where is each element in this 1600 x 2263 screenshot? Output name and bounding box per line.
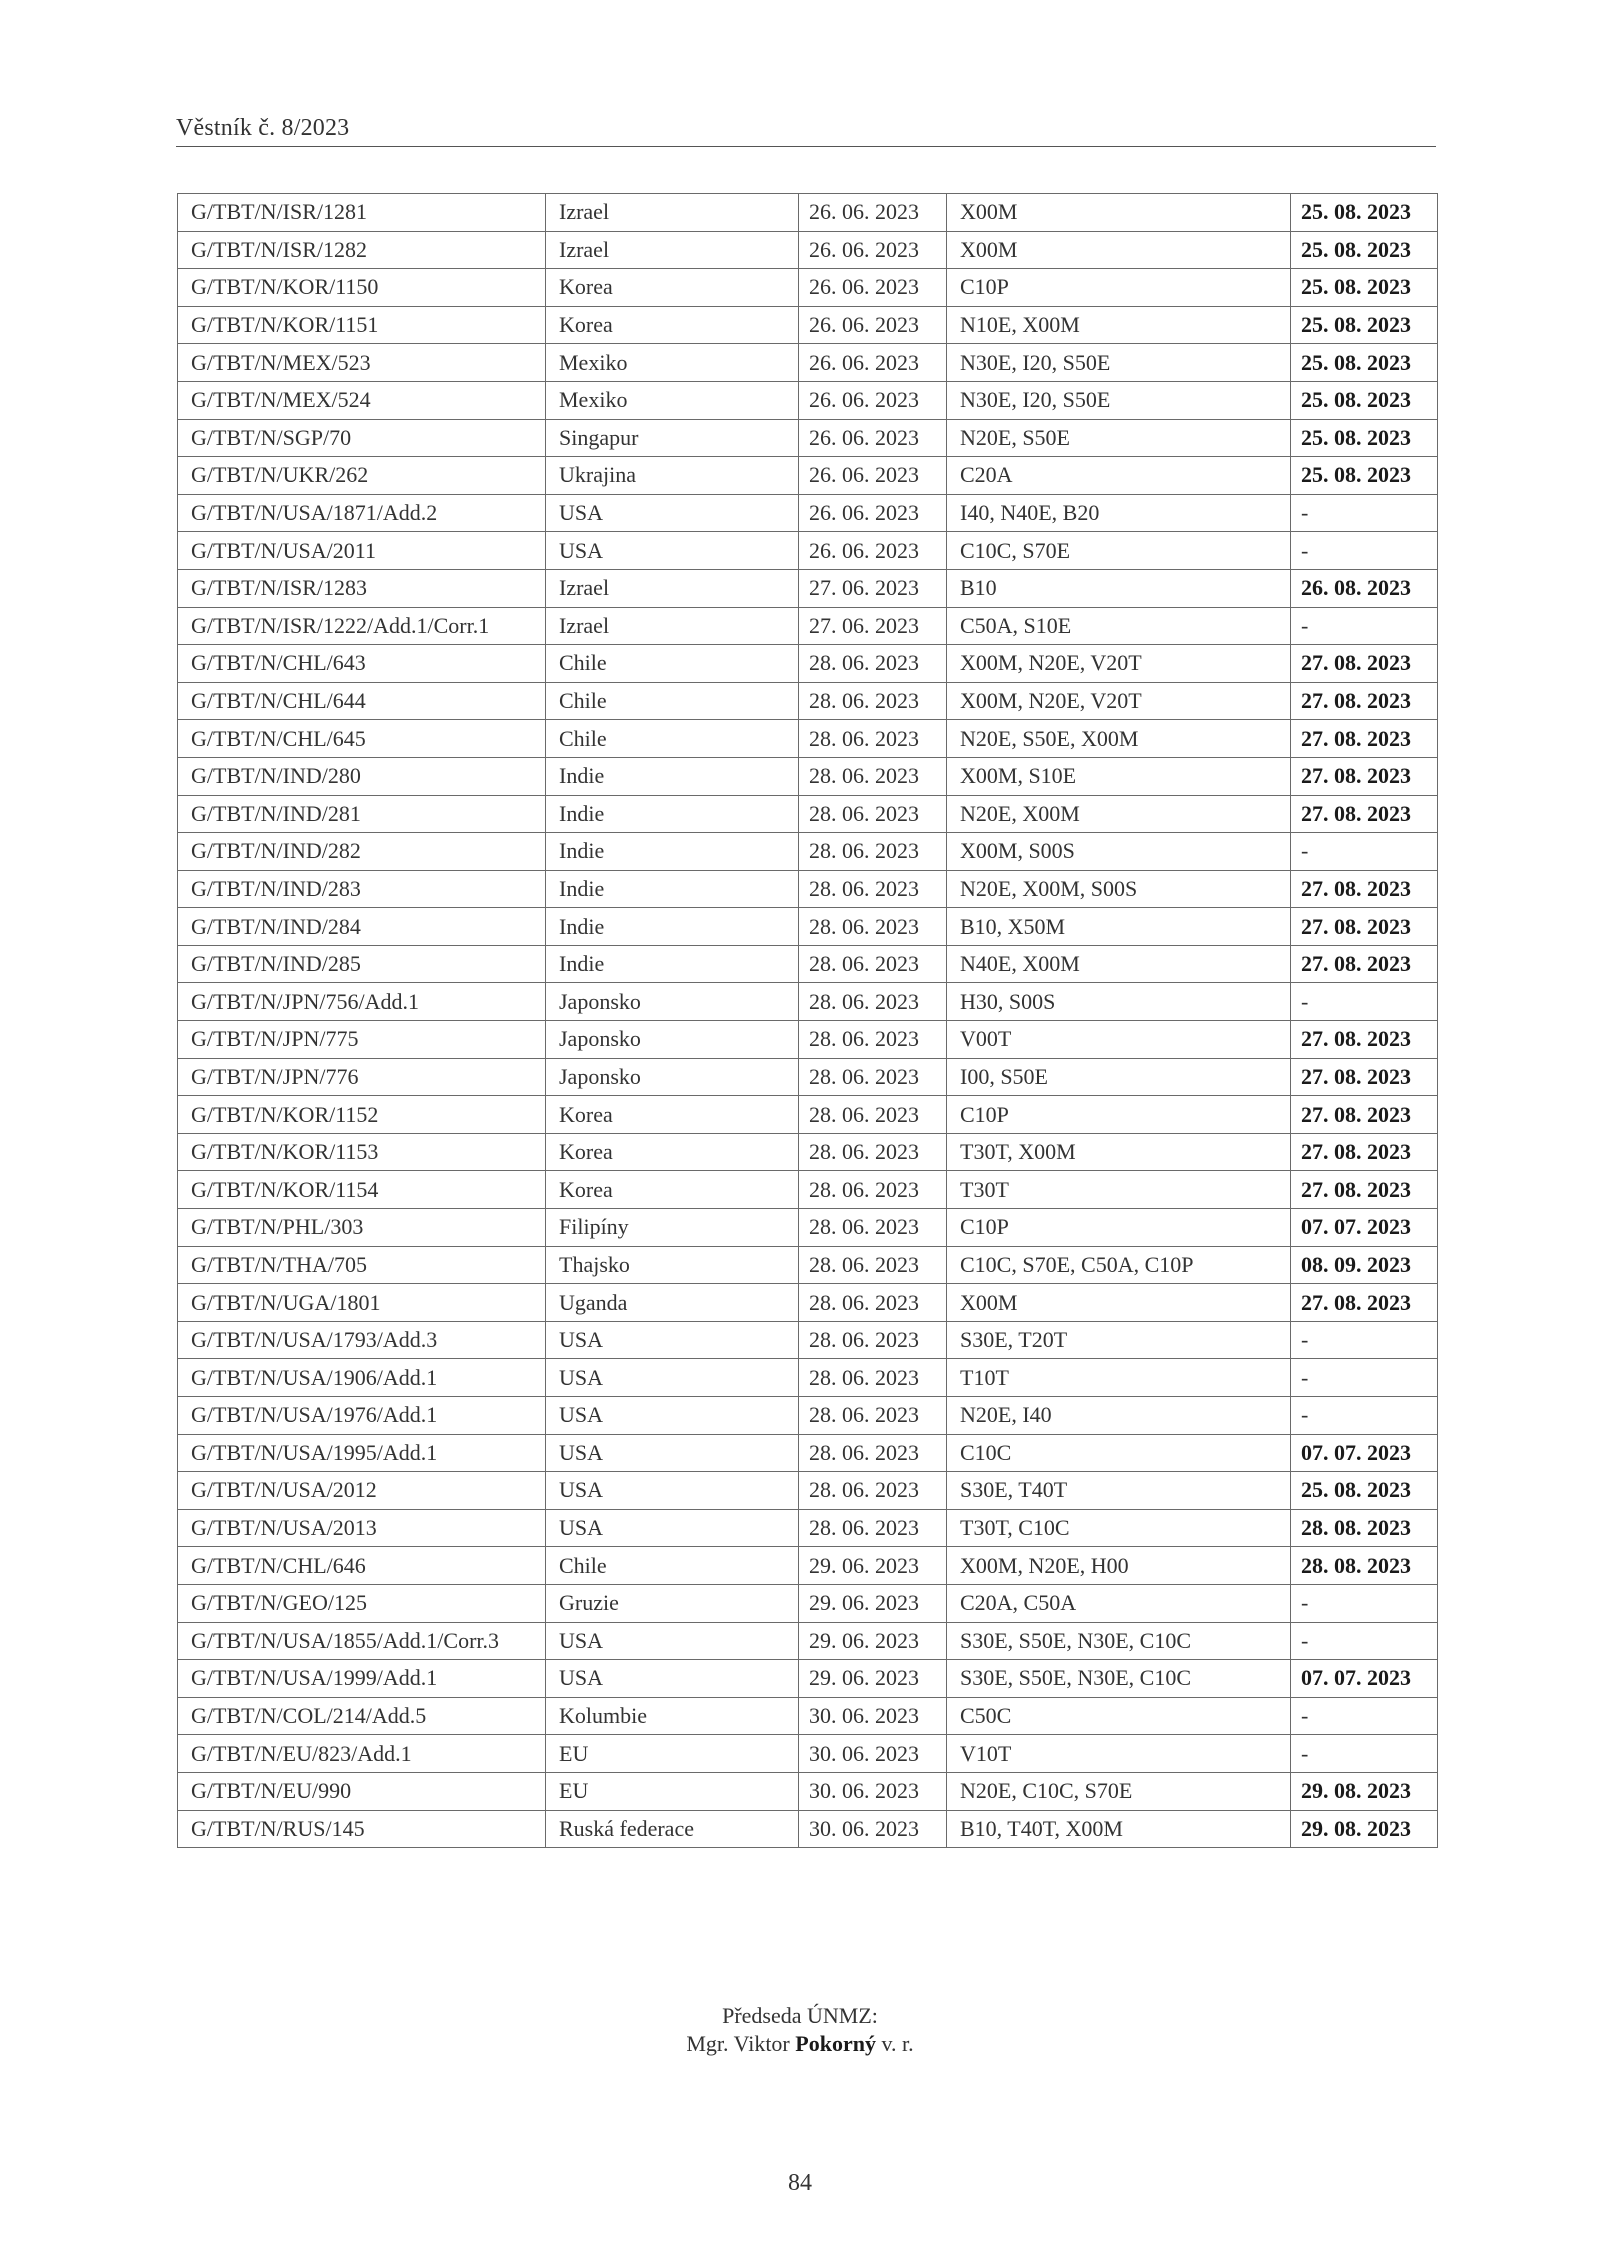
classification-cell: X00M, S10E	[947, 757, 1291, 795]
country-cell: Japonsko	[546, 1021, 799, 1059]
table-row	[178, 720, 1438, 758]
classification-cell: S30E, S50E, N30E, C10C	[947, 1660, 1291, 1698]
deadline-cell: 27. 08. 2023	[1291, 908, 1438, 946]
date-cell: 28. 06. 2023	[799, 1021, 947, 1059]
notification-code-cell: G/TBT/N/CHL/645	[178, 720, 546, 758]
date-cell: 26. 06. 2023	[799, 231, 947, 269]
table-row	[178, 381, 1438, 419]
classification-cell: C10C	[947, 1434, 1291, 1472]
date-cell: 29. 06. 2023	[799, 1660, 947, 1698]
notification-code-cell: G/TBT/N/IND/281	[178, 795, 546, 833]
table-row	[178, 1133, 1438, 1171]
date-cell: 28. 06. 2023	[799, 720, 947, 758]
page-number: 84	[788, 2170, 812, 2196]
signature-name	[0, 2030, 1600, 2058]
notification-code-cell: G/TBT/N/UKR/262	[178, 457, 546, 495]
date-cell: 26. 06. 2023	[799, 457, 947, 495]
country-cell: Izrael	[546, 569, 799, 607]
date-cell: 30. 06. 2023	[799, 1772, 947, 1810]
notification-code-cell: G/TBT/N/USA/1999/Add.1	[178, 1660, 546, 1698]
deadline-cell: 25. 08. 2023	[1291, 457, 1438, 495]
notification-code-cell: G/TBT/N/ISR/1283	[178, 569, 546, 607]
notification-code-cell: G/TBT/N/USA/1995/Add.1	[178, 1434, 546, 1472]
date-cell: 28. 06. 2023	[799, 1096, 947, 1134]
country-cell: USA	[546, 1660, 799, 1698]
deadline-cell: 29. 08. 2023	[1291, 1772, 1438, 1810]
table-row	[178, 645, 1438, 683]
date-cell: 28. 06. 2023	[799, 833, 947, 871]
country-cell: Japonsko	[546, 983, 799, 1021]
country-cell: Mexiko	[546, 344, 799, 382]
signature-name-prefix: Mgr. Viktor	[686, 2031, 790, 2056]
country-cell: Uganda	[546, 1284, 799, 1322]
date-cell: 29. 06. 2023	[799, 1547, 947, 1585]
notification-code-cell: G/TBT/N/USA/1855/Add.1/Corr.3	[178, 1622, 546, 1660]
notification-code-cell: G/TBT/N/USA/1793/Add.3	[178, 1321, 546, 1359]
deadline-cell: 25. 08. 2023	[1291, 344, 1438, 382]
classification-cell: T10T	[947, 1359, 1291, 1397]
notification-code-cell: G/TBT/N/KOR/1150	[178, 269, 546, 307]
deadline-cell: 26. 08. 2023	[1291, 569, 1438, 607]
notification-code-cell: G/TBT/N/ISR/1281	[178, 194, 546, 232]
country-cell: USA	[546, 1509, 799, 1547]
date-cell: 27. 06. 2023	[799, 607, 947, 645]
classification-cell: N20E, X00M	[947, 795, 1291, 833]
country-cell: Izrael	[546, 607, 799, 645]
date-cell: 28. 06. 2023	[799, 1133, 947, 1171]
notification-code-cell: G/TBT/N/SGP/70	[178, 419, 546, 457]
notification-code-cell: G/TBT/N/KOR/1154	[178, 1171, 546, 1209]
date-cell: 28. 06. 2023	[799, 1058, 947, 1096]
date-cell: 28. 06. 2023	[799, 1321, 947, 1359]
deadline-cell: -	[1291, 1735, 1438, 1773]
table-row	[178, 908, 1438, 946]
deadline-cell: 27. 08. 2023	[1291, 1133, 1438, 1171]
country-cell: Chile	[546, 682, 799, 720]
deadline-cell: -	[1291, 833, 1438, 871]
notification-code-cell: G/TBT/N/IND/284	[178, 908, 546, 946]
date-cell: 28. 06. 2023	[799, 1397, 947, 1435]
table-row	[178, 1584, 1438, 1622]
country-cell: Korea	[546, 269, 799, 307]
notifications-table-body	[178, 194, 1438, 1848]
deadline-cell: 07. 07. 2023	[1291, 1209, 1438, 1247]
deadline-cell: 25. 08. 2023	[1291, 419, 1438, 457]
notification-code-cell: G/TBT/N/RUS/145	[178, 1810, 546, 1848]
notification-code-cell: G/TBT/N/CHL/643	[178, 645, 546, 683]
date-cell: 28. 06. 2023	[799, 908, 947, 946]
table-row	[178, 1622, 1438, 1660]
date-cell: 28. 06. 2023	[799, 1209, 947, 1247]
notification-code-cell: G/TBT/N/USA/2011	[178, 532, 546, 570]
notification-code-cell: G/TBT/N/JPN/776	[178, 1058, 546, 1096]
journal-title: Věstník č. 8/2023	[176, 115, 350, 141]
country-cell: Gruzie	[546, 1584, 799, 1622]
table-row	[178, 945, 1438, 983]
date-cell: 26. 06. 2023	[799, 532, 947, 570]
table-row	[178, 1547, 1438, 1585]
country-cell: Indie	[546, 908, 799, 946]
table-row	[178, 494, 1438, 532]
table-row	[178, 1697, 1438, 1735]
country-cell: Kolumbie	[546, 1697, 799, 1735]
country-cell: Filipíny	[546, 1209, 799, 1247]
notification-code-cell: G/TBT/N/THA/705	[178, 1246, 546, 1284]
country-cell: USA	[546, 1434, 799, 1472]
classification-cell: N20E, X00M, S00S	[947, 870, 1291, 908]
table-row	[178, 1209, 1438, 1247]
deadline-cell: -	[1291, 1397, 1438, 1435]
deadline-cell: 25. 08. 2023	[1291, 381, 1438, 419]
table-row	[178, 231, 1438, 269]
date-cell: 29. 06. 2023	[799, 1584, 947, 1622]
deadline-cell: -	[1291, 607, 1438, 645]
classification-cell: X00M, N20E, V20T	[947, 682, 1291, 720]
date-cell: 28. 06. 2023	[799, 1359, 947, 1397]
date-cell: 27. 06. 2023	[799, 569, 947, 607]
table-row	[178, 306, 1438, 344]
date-cell: 30. 06. 2023	[799, 1735, 947, 1773]
classification-cell: C10P	[947, 269, 1291, 307]
classification-cell: X00M, N20E, H00	[947, 1547, 1291, 1585]
date-cell: 28. 06. 2023	[799, 870, 947, 908]
table-row	[178, 757, 1438, 795]
notification-code-cell: G/TBT/N/IND/283	[178, 870, 546, 908]
classification-cell: C50A, S10E	[947, 607, 1291, 645]
date-cell: 28. 06. 2023	[799, 1246, 947, 1284]
country-cell: EU	[546, 1772, 799, 1810]
date-cell: 28. 06. 2023	[799, 795, 947, 833]
country-cell: USA	[546, 1321, 799, 1359]
country-cell: EU	[546, 1735, 799, 1773]
classification-cell: N20E, I40	[947, 1397, 1291, 1435]
deadline-cell: 25. 08. 2023	[1291, 1472, 1438, 1510]
table-row	[178, 1096, 1438, 1134]
country-cell: Mexiko	[546, 381, 799, 419]
date-cell: 28. 06. 2023	[799, 1434, 947, 1472]
deadline-cell: 27. 08. 2023	[1291, 682, 1438, 720]
deadline-cell: 27. 08. 2023	[1291, 870, 1438, 908]
date-cell: 29. 06. 2023	[799, 1622, 947, 1660]
table-row	[178, 1472, 1438, 1510]
table-row	[178, 344, 1438, 382]
classification-cell: S30E, T20T	[947, 1321, 1291, 1359]
notification-code-cell: G/TBT/N/ISR/1282	[178, 231, 546, 269]
deadline-cell: -	[1291, 983, 1438, 1021]
table-row	[178, 1397, 1438, 1435]
deadline-cell: 25. 08. 2023	[1291, 269, 1438, 307]
country-cell: Indie	[546, 795, 799, 833]
country-cell: USA	[546, 532, 799, 570]
deadline-cell: 27. 08. 2023	[1291, 795, 1438, 833]
deadline-cell: 25. 08. 2023	[1291, 231, 1438, 269]
deadline-cell: 27. 08. 2023	[1291, 1021, 1438, 1059]
country-cell: Ruská federace	[546, 1810, 799, 1848]
notification-code-cell: G/TBT/N/PHL/303	[178, 1209, 546, 1247]
date-cell: 28. 06. 2023	[799, 1171, 947, 1209]
notification-code-cell: G/TBT/N/JPN/775	[178, 1021, 546, 1059]
classification-cell: N20E, S50E	[947, 419, 1291, 457]
date-cell: 28. 06. 2023	[799, 945, 947, 983]
classification-cell: T30T	[947, 1171, 1291, 1209]
classification-cell: I00, S50E	[947, 1058, 1291, 1096]
deadline-cell: -	[1291, 494, 1438, 532]
date-cell: 26. 06. 2023	[799, 419, 947, 457]
country-cell: USA	[546, 1472, 799, 1510]
classification-cell: V10T	[947, 1735, 1291, 1773]
notification-code-cell: G/TBT/N/USA/1976/Add.1	[178, 1397, 546, 1435]
notification-code-cell: G/TBT/N/MEX/524	[178, 381, 546, 419]
date-cell: 26. 06. 2023	[799, 494, 947, 532]
classification-cell: C20A	[947, 457, 1291, 495]
country-cell: Indie	[546, 757, 799, 795]
table-row	[178, 194, 1438, 232]
deadline-cell: -	[1291, 1359, 1438, 1397]
table-row	[178, 1810, 1438, 1848]
country-cell: Korea	[546, 306, 799, 344]
date-cell: 30. 06. 2023	[799, 1810, 947, 1848]
notification-code-cell: G/TBT/N/CHL/644	[178, 682, 546, 720]
table-row	[178, 1735, 1438, 1773]
table-row	[178, 1359, 1438, 1397]
classification-cell: N30E, I20, S50E	[947, 344, 1291, 382]
signature-surname: Pokorný	[795, 2031, 876, 2056]
deadline-cell: 27. 08. 2023	[1291, 645, 1438, 683]
country-cell: Chile	[546, 645, 799, 683]
classification-cell: H30, S00S	[947, 983, 1291, 1021]
notification-code-cell: G/TBT/N/GEO/125	[178, 1584, 546, 1622]
country-cell: USA	[546, 1359, 799, 1397]
classification-cell: X00M	[947, 194, 1291, 232]
country-cell: Korea	[546, 1096, 799, 1134]
deadline-cell: 25. 08. 2023	[1291, 194, 1438, 232]
notification-code-cell: G/TBT/N/IND/285	[178, 945, 546, 983]
deadline-cell: 27. 08. 2023	[1291, 720, 1438, 758]
table-row	[178, 1171, 1438, 1209]
classification-cell: N20E, S50E, X00M	[947, 720, 1291, 758]
country-cell: Izrael	[546, 231, 799, 269]
country-cell: Korea	[546, 1133, 799, 1171]
classification-cell: V00T	[947, 1021, 1291, 1059]
date-cell: 28. 06. 2023	[799, 682, 947, 720]
date-cell: 28. 06. 2023	[799, 1509, 947, 1547]
table-row	[178, 1434, 1438, 1472]
table-row	[178, 1772, 1438, 1810]
classification-cell: C50C	[947, 1697, 1291, 1735]
table-row	[178, 682, 1438, 720]
country-cell: USA	[546, 1622, 799, 1660]
country-cell: Ukrajina	[546, 457, 799, 495]
country-cell: Japonsko	[546, 1058, 799, 1096]
deadline-cell: -	[1291, 1697, 1438, 1735]
notifications-table	[177, 193, 1438, 1848]
deadline-cell: -	[1291, 532, 1438, 570]
table-row	[178, 1660, 1438, 1698]
classification-cell: T30T, X00M	[947, 1133, 1291, 1171]
deadline-cell: 28. 08. 2023	[1291, 1547, 1438, 1585]
country-cell: Thajsko	[546, 1246, 799, 1284]
classification-cell: N40E, X00M	[947, 945, 1291, 983]
table-row	[178, 1284, 1438, 1322]
date-cell: 26. 06. 2023	[799, 344, 947, 382]
notification-code-cell: G/TBT/N/MEX/523	[178, 344, 546, 382]
deadline-cell: 27. 08. 2023	[1291, 1096, 1438, 1134]
signature-suffix: v. r.	[881, 2031, 914, 2056]
date-cell: 28. 06. 2023	[799, 983, 947, 1021]
notification-code-cell: G/TBT/N/USA/1871/Add.2	[178, 494, 546, 532]
deadline-cell: 27. 08. 2023	[1291, 945, 1438, 983]
notification-code-cell: G/TBT/N/USA/2012	[178, 1472, 546, 1510]
deadline-cell: -	[1291, 1321, 1438, 1359]
country-cell: USA	[546, 1397, 799, 1435]
notification-code-cell: G/TBT/N/JPN/756/Add.1	[178, 983, 546, 1021]
deadline-cell: -	[1291, 1584, 1438, 1622]
table-row	[178, 795, 1438, 833]
country-cell: Singapur	[546, 419, 799, 457]
page-header	[176, 110, 1436, 147]
notification-code-cell: G/TBT/N/IND/280	[178, 757, 546, 795]
table-row	[178, 607, 1438, 645]
deadline-cell: 27. 08. 2023	[1291, 1284, 1438, 1322]
classification-cell: C10P	[947, 1209, 1291, 1247]
table-row	[178, 1321, 1438, 1359]
signature-role: Předseda ÚNMZ:	[722, 2003, 878, 2028]
country-cell: Indie	[546, 945, 799, 983]
classification-cell: X00M	[947, 1284, 1291, 1322]
classification-cell: C10P	[947, 1096, 1291, 1134]
table-row	[178, 419, 1438, 457]
notification-code-cell: G/TBT/N/KOR/1152	[178, 1096, 546, 1134]
classification-cell: I40, N40E, B20	[947, 494, 1291, 532]
notification-code-cell: G/TBT/N/CHL/646	[178, 1547, 546, 1585]
classification-cell: B10, T40T, X00M	[947, 1810, 1291, 1848]
notification-code-cell: G/TBT/N/EU/990	[178, 1772, 546, 1810]
classification-cell: B10	[947, 569, 1291, 607]
notification-code-cell: G/TBT/N/ISR/1222/Add.1/Corr.1	[178, 607, 546, 645]
deadline-cell: 25. 08. 2023	[1291, 306, 1438, 344]
classification-cell: C20A, C50A	[947, 1584, 1291, 1622]
classification-cell: T30T, C10C	[947, 1509, 1291, 1547]
classification-cell: C10C, S70E	[947, 532, 1291, 570]
date-cell: 26. 06. 2023	[799, 306, 947, 344]
table-row	[178, 457, 1438, 495]
country-cell: Indie	[546, 833, 799, 871]
notification-code-cell: G/TBT/N/USA/2013	[178, 1509, 546, 1547]
classification-cell: X00M, N20E, V20T	[947, 645, 1291, 683]
country-cell: Izrael	[546, 194, 799, 232]
deadline-cell: 07. 07. 2023	[1291, 1434, 1438, 1472]
classification-cell: N30E, I20, S50E	[947, 381, 1291, 419]
date-cell: 26. 06. 2023	[799, 194, 947, 232]
deadline-cell: 27. 08. 2023	[1291, 1171, 1438, 1209]
country-cell: Korea	[546, 1171, 799, 1209]
classification-cell: B10, X50M	[947, 908, 1291, 946]
deadline-cell: 08. 09. 2023	[1291, 1246, 1438, 1284]
classification-cell: N10E, X00M	[947, 306, 1291, 344]
table-row	[178, 1509, 1438, 1547]
table-row	[178, 1058, 1438, 1096]
country-cell: Chile	[546, 720, 799, 758]
table-row	[178, 870, 1438, 908]
notification-code-cell: G/TBT/N/KOR/1151	[178, 306, 546, 344]
date-cell: 28. 06. 2023	[799, 645, 947, 683]
table-row	[178, 1246, 1438, 1284]
country-cell: Indie	[546, 870, 799, 908]
country-cell: USA	[546, 494, 799, 532]
date-cell: 28. 06. 2023	[799, 757, 947, 795]
notification-code-cell: G/TBT/N/IND/282	[178, 833, 546, 871]
date-cell: 28. 06. 2023	[799, 1472, 947, 1510]
table-row	[178, 983, 1438, 1021]
table-row	[178, 833, 1438, 871]
table-row	[178, 269, 1438, 307]
classification-cell: N20E, C10C, S70E	[947, 1772, 1291, 1810]
notification-code-cell: G/TBT/N/KOR/1153	[178, 1133, 546, 1171]
notification-code-cell: G/TBT/N/UGA/1801	[178, 1284, 546, 1322]
classification-cell: X00M	[947, 231, 1291, 269]
deadline-cell: 29. 08. 2023	[1291, 1810, 1438, 1848]
date-cell: 26. 06. 2023	[799, 269, 947, 307]
table-row	[178, 1021, 1438, 1059]
country-cell: Chile	[546, 1547, 799, 1585]
table-row	[178, 569, 1438, 607]
classification-cell: C10C, S70E, C50A, C10P	[947, 1246, 1291, 1284]
date-cell: 28. 06. 2023	[799, 1284, 947, 1322]
date-cell: 26. 06. 2023	[799, 381, 947, 419]
deadline-cell: 27. 08. 2023	[1291, 757, 1438, 795]
deadline-cell: -	[1291, 1622, 1438, 1660]
date-cell: 30. 06. 2023	[799, 1697, 947, 1735]
notification-code-cell: G/TBT/N/COL/214/Add.5	[178, 1697, 546, 1735]
notification-code-cell: G/TBT/N/EU/823/Add.1	[178, 1735, 546, 1773]
deadline-cell: 07. 07. 2023	[1291, 1660, 1438, 1698]
deadline-cell: 27. 08. 2023	[1291, 1058, 1438, 1096]
classification-cell: X00M, S00S	[947, 833, 1291, 871]
deadline-cell: 28. 08. 2023	[1291, 1509, 1438, 1547]
notification-code-cell: G/TBT/N/USA/1906/Add.1	[178, 1359, 546, 1397]
classification-cell: S30E, T40T	[947, 1472, 1291, 1510]
table-row	[178, 532, 1438, 570]
classification-cell: S30E, S50E, N30E, C10C	[947, 1622, 1291, 1660]
